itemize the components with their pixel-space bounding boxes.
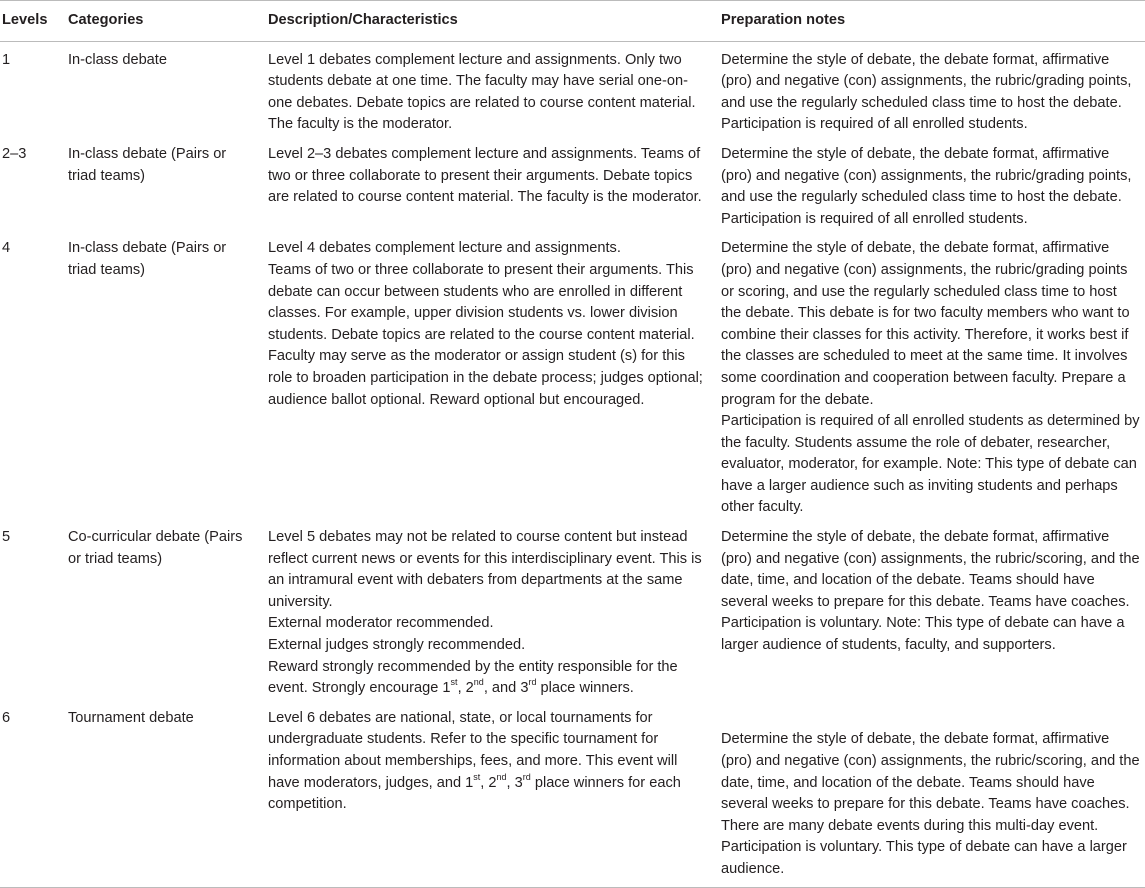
table-row <box>0 519 1145 700</box>
description-paragraph: Level 6 debates are national, state, or local tournaments for undergraduate students. Refer to the specific tournament for information about memberships, fees, and more. This event will have moderators, judges, and 1st, 2nd, 3rd place winners for each competition. <box>268 709 681 813</box>
level-cell: 4 <box>2 240 11 257</box>
header-categories: Categories <box>60 1 260 42</box>
table-row <box>0 41 1145 136</box>
description-paragraph: External judges strongly recommended. <box>268 637 526 654</box>
category-cell: In-class debate (Pairs or triad teams) <box>68 145 227 184</box>
header-levels: Levels <box>0 1 60 42</box>
table-row <box>0 136 1145 230</box>
header-description: Description/Characteristics <box>260 1 713 42</box>
category-cell: Co-curricular debate (Pairs or triad teams) <box>68 529 243 567</box>
description-paragraph: Teams of two or three collaborate to present their arguments. This debate can occur between students who are enrolled in different classes. For example, upper division students vs. lower division students. Debate topics are related to the course content material. Faculty may serve as the moderator or assign student (s) for this role to broaden participation in the debate process; judges optional; audience ballot optional. Reward optional but encouraged. <box>268 261 703 408</box>
notes-paragraph: Participation is voluntary. Note: This type of debate can have a larger audience of students, faculty, and supporters. <box>721 615 1125 654</box>
description-cell <box>260 136 713 230</box>
description-paragraph: Level 2–3 debates complement lecture and assignments. Teams of two or three collaborate to present their arguments. Debate topics are related to course content material. The faculty is the moderator. <box>268 145 702 206</box>
notes-paragraph: Determine the style of debate, the debate format, affirmative (pro) and negative (con) assignments, the rubric/scoring, and the date, time, and location of the debate. Teams should have several weeks to prepare for this debate. Teams have coaches. <box>721 529 1140 610</box>
description-paragraph: Level 5 debates may not be related to course content but instead reflect current news or events for this interdisciplinary event. This is an intramural event with debaters from departments at the same university. <box>268 529 702 610</box>
notes-paragraph: Determine the style of debate, the debate format, affirmative (pro) and negative (con) assignments, the rubric/grading points or scoring, and use the regularly scheduled class time to host the debate. This debate is for two faculty members who want to combine their classes for this activity. Therefore, it works best if the classes are scheduled to meet at the same time. It involves some coordination and cooperation between faculty. Prepare a program for the debate. <box>721 240 1130 408</box>
notes-paragraph: Determine the style of debate, the debate format, affirmative (pro) and negative (con) assignments, the rubric/scoring, and the date, time, and location of the debate. Teams should have several weeks to prepare for this debate. Teams have coaches. There are many debate events during this multi-day event. <box>721 731 1140 834</box>
description-cell <box>260 519 713 700</box>
header-row <box>0 1 1145 42</box>
notes-paragraph: Participation is voluntary. This type of debate can have a larger audience. <box>721 839 1127 877</box>
notes-cell <box>713 519 1145 700</box>
notes-paragraph: Determine the style of debate, the debate format, affirmative (pro) and negative (con) assignments, the rubric/grading points, and use the regularly scheduled class time to host the debate. Participation is required of all enrolled students. <box>721 145 1132 227</box>
level-cell: 5 <box>2 529 11 546</box>
description-paragraph: Level 1 debates complement lecture and assignments. Only two students debate at one time. The faculty may have serial one-on-one debates. Debate topics are related to course content material. The faculty is the moderator. <box>268 51 696 133</box>
description-paragraph: Level 4 debates complement lecture and assignments. <box>268 240 621 257</box>
notes-paragraph: Determine the style of debate, the debate format, affirmative (pro) and negative (con) assignments, the rubric/grading points, and use the regularly scheduled class time to host the debate. Participation is required of all enrolled students. <box>721 51 1132 133</box>
description-cell <box>260 230 713 519</box>
notes-paragraph <box>721 708 1141 730</box>
description-cell <box>260 700 713 887</box>
notes-cell <box>713 41 1145 136</box>
notes-cell <box>713 136 1145 230</box>
header-preparation-notes: Preparation notes <box>713 1 1145 42</box>
category-cell: Tournament debate <box>60 700 260 887</box>
notes-cell <box>713 230 1145 519</box>
category-cell: In-class debate (Pairs or triad teams) <box>68 240 227 278</box>
table-row <box>0 700 1145 887</box>
category-cell: In-class debate <box>68 51 167 68</box>
description-paragraph: Reward strongly recommended by the entity responsible for the event. Strongly encourage 1st, 2nd, and 3rd place winners. <box>268 658 678 697</box>
table-row <box>0 230 1145 519</box>
notes-cell <box>713 700 1145 887</box>
level-cell: 1 <box>2 51 11 68</box>
description-cell <box>260 41 713 136</box>
description-paragraph: External moderator recommended. <box>268 615 494 632</box>
notes-paragraph: Participation is required of all enrolled students as determined by the faculty. Students assume the role of debater, researcher, evaluator, moderator, for example. Note: This type of debate can have a larger audience such as inviting students and perhaps other faculty. <box>721 413 1140 516</box>
level-cell: 2–3 <box>2 145 27 162</box>
level-cell: 6 <box>0 700 60 887</box>
